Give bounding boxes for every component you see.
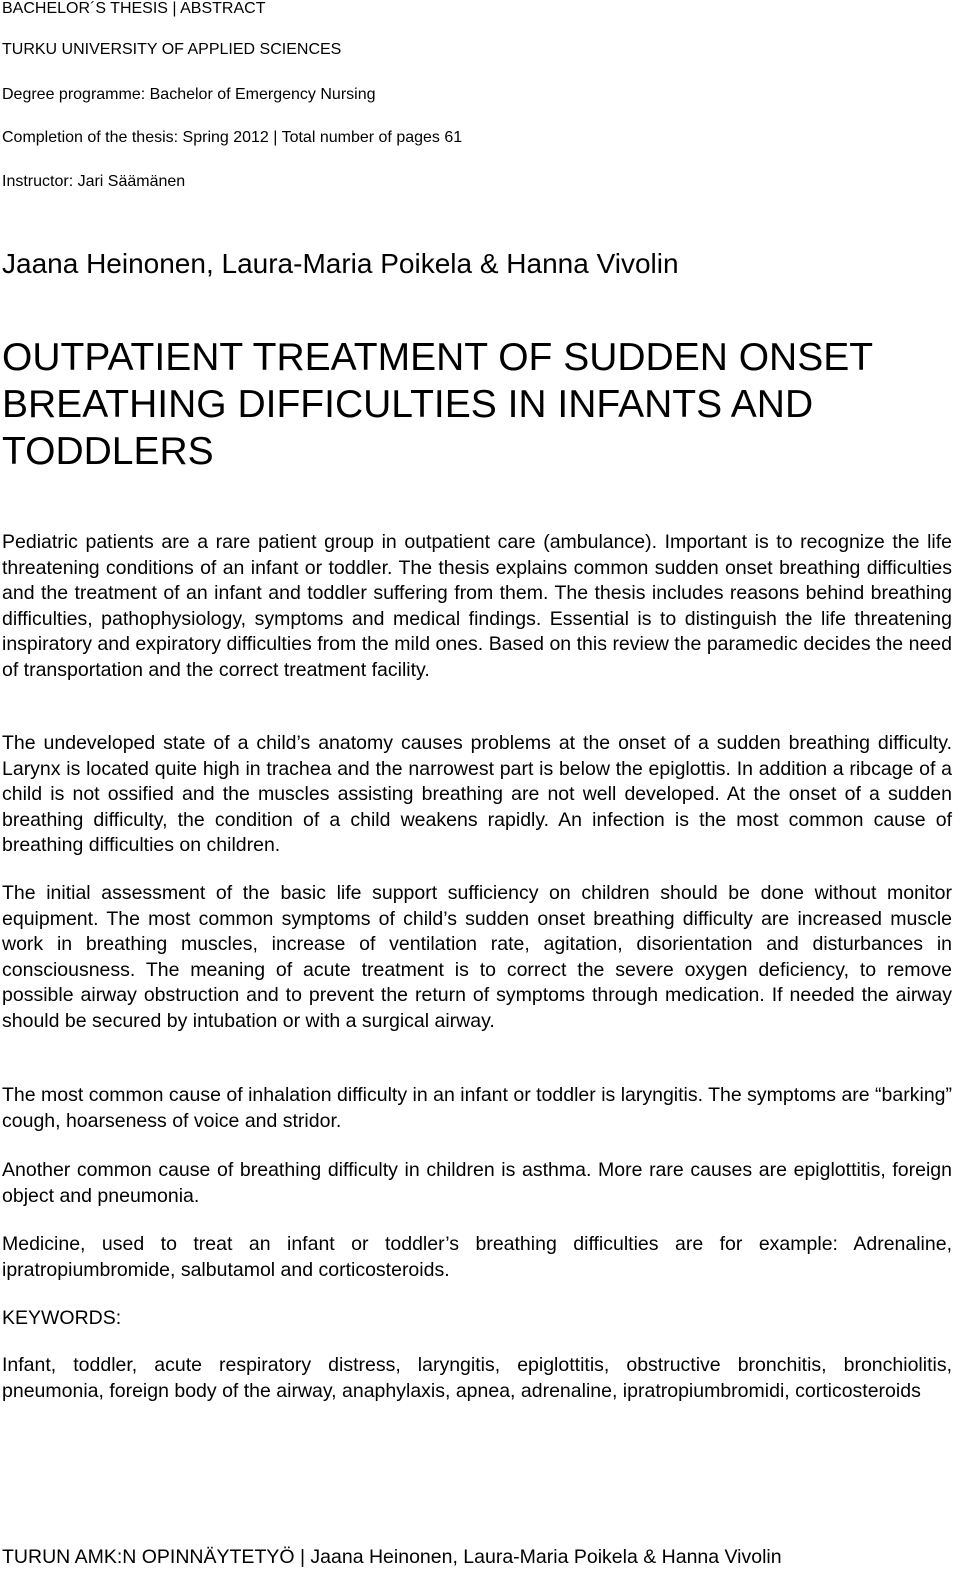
completion-info: Completion of the thesis: Spring 2012 | Total number of pages 61 <box>2 129 463 146</box>
abstract-paragraph: Another common cause of breathing difficulty in children is asthma. More rare causes are epiglottitis, foreign object and pneumonia. <box>2 1159 952 1207</box>
keywords-label: KEYWORDS: <box>2 1307 122 1329</box>
degree-programme: Degree programme: Bachelor of Emergency Nursing <box>2 86 376 103</box>
authors: Jaana Heinonen, Laura-Maria Poikela & Hanna Vivolin <box>2 248 679 279</box>
keywords-list: Infant, toddler, acute respiratory distress, laryngitis, epiglottitis, obstructive bronchitis, bronchiolitis, pneumonia, foreign body of the airway, anaphylaxis, apnea, adrenaline, ipratropiumbromidi, corticosteroids <box>2 1354 952 1402</box>
abstract-paragraph: Medicine, used to treat an infant or toddler’s breathing difficulties are for example: Adrenaline, ipratropiumbromide, salbutamol and corticosteroids. <box>2 1233 952 1281</box>
abstract-paragraph: The most common cause of inhalation difficulty in an infant or toddler is laryngitis. The symptoms are “barking” cough, hoarseness of voice and stridor. <box>2 1084 952 1132</box>
instructor: Instructor: Jari Säämänen <box>2 173 186 190</box>
thesis-title: OUTPATIENT TREATMENT OF SUDDEN ONSET BREATHING DIFFICULTIES IN INFANTS AND TODDLERS <box>2 336 873 473</box>
university-name: TURKU UNIVERSITY OF APPLIED SCIENCES <box>2 41 342 58</box>
abstract-paragraph: The undeveloped state of a child’s anatomy causes problems at the onset of a sudden breathing difficulty. Larynx is located quite high in trachea and the narrowest part is below the epiglottis. In addition a ribcage of a child is not ossified and the muscles assisting breathing are not well developed. At the onset of a sudden breathing difficulty, the condition of a child weakens rapidly. An infection is the most common cause of breathing difficulties on children. <box>2 732 952 857</box>
abstract-paragraph: The initial assessment of the basic life support sufficiency on children should be done without monitor equipment. The most common symptoms of child’s sudden onset breathing difficulty are increased muscle work in breathing muscles, increase of ventilation rate, agitation, disorientation and disturbances in consciousness. The meaning of acute treatment is to correct the severe oxygen deficiency, to remove possible airway obstruction and to prevent the return of symptoms through medication. If needed the airway should be secured by intubation or with a surgical airway. <box>2 882 952 1032</box>
abstract-paragraph: Pediatric patients are a rare patient group in outpatient care (ambulance). Important is to recognize the life threatening conditions of an infant or toddler. The thesis explains common sudden onset breathing difficulties and the treatment of an infant and toddler suffering from them. The thesis includes reasons behind breathing difficulties, pathophysiology, symptoms and medical findings. Essential is to distinguish the life threatening inspiratory and expiratory difficulties from the mild ones. Based on this review the paramedic decides the need of transportation and the correct treatment facility. <box>2 531 952 681</box>
page-footer: TURUN AMK:N OPINNÄYTETYÖ | Jaana Heinonen, Laura-Maria Poikela & Hanna Vivolin <box>2 1546 782 1568</box>
document-type: BACHELOR´S THESIS | ABSTRACT <box>2 0 266 17</box>
